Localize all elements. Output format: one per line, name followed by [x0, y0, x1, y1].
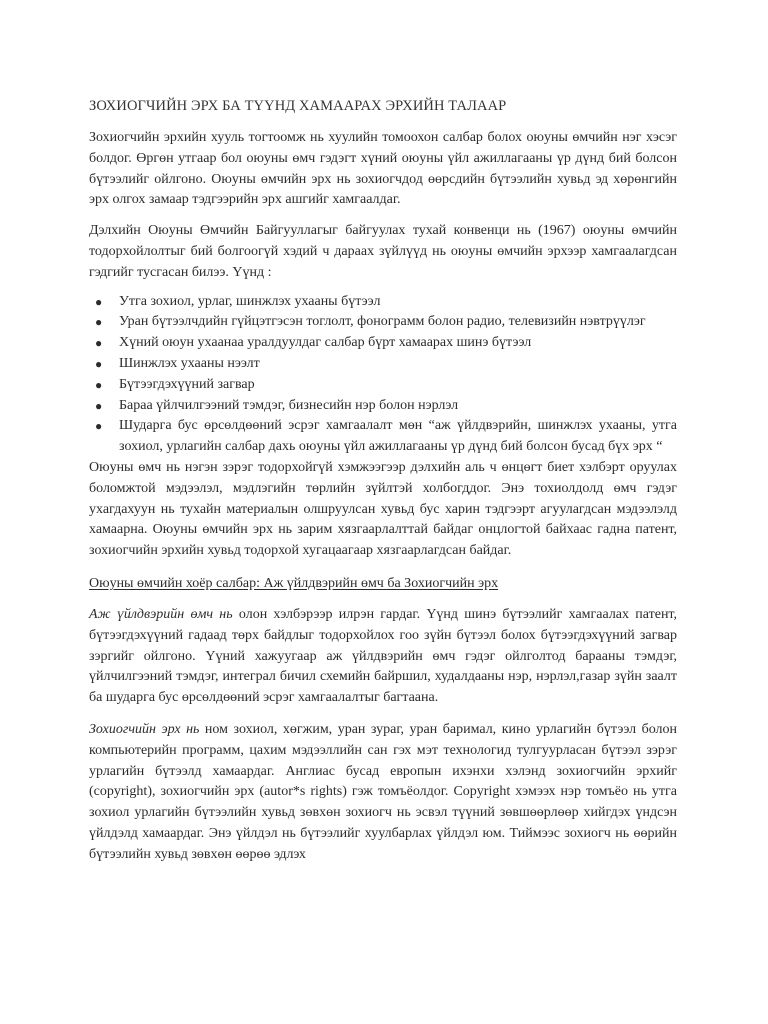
list-item: ● Бараа үйлчилгээний тэмдэг, бизнесийн нэр болон нэрлэл	[89, 396, 677, 417]
list-item: ● Бүтээгдэхүүний загвар	[89, 375, 677, 396]
bullet-icon: ●	[95, 294, 103, 309]
protected-items-list	[89, 292, 677, 458]
paragraph-convention: Дэлхийн Оюуны Өмчийн Байгууллагыг байгуулах тухай конвенци нь (1967) оюуны өмчийн тодорхойлолтыг бий болгоогүй хэдий ч дараах зүйлүүд нь оюуны өмчийн эрхээр хамгаалагдсан гэдгийг тусгасан билээ. Үүнд :	[89, 223, 677, 280]
list-item: ● Шинжлэх ухааны нээлт	[89, 354, 677, 375]
paragraph-intro: Зохиогчийн эрхийн хууль тогтоомж нь хуулийн томоохон салбар болох оюуны өмчийн нэг хэсэг болдог. Өргөн утгаар бол оюуны өмч гэдэгт хүний оюуны үйл ажиллагааны үр дүнд бий болсон бүтээлийг ойлгоно. Оюуны өмчийн эрх нь зохиогчдод өөрсдийн бүтээлийн хувьд эд хөрөнгийн эрх олгох замаар тэдгээрийн эрх ашгийг хамгаалдаг.	[89, 130, 677, 208]
document-title: ЗОХИОГЧИЙН ЭРХ БА ТҮҮНД ХАМААРАХ ЭРХИЙН ТАЛААР	[89, 98, 507, 114]
list-item: ● Шударга бус өрсөлдөөний эсрэг хамгаалалт мөн “аж үйлдвэрийн, шинжлэх ухааны, утга зохиол, урлагийн салбар дахь оюуны үйл ажиллагааны үр дүнд бий болсон бусад бүх эрх “	[95, 418, 677, 455]
bullet-icon: ●	[95, 315, 103, 330]
bullet-icon: ●	[95, 356, 103, 371]
paragraph-industrial-property: Аж үйлдвэрийн өмч нь олон хэлбэрээр илрэн гардаг. Үүнд шинэ бүтээлийг хамгаалах патент, бүтээгдэхүүний гадаад төрх байдлыг тодорхойлох гоо зүйн бүтээл болох бүтээгдэхүүний загвар зэргийг ойлгоно. Үүний хажуугаар аж үйлдвэрийн өмч гэдэг ойлголтод барааны тэмдэг, үйлчилгээний тэмдэг, интеграл бичил схемийн байршил, худалдааны нэр, нэрлэл,газар зүйн заалт ба шударга бус өрсөлдөөний эсрэг хамгаалалтыг багтаана.	[89, 606, 677, 706]
term-industrial-property: Аж үйлдвэрийн өмч нь	[89, 606, 233, 622]
list-item: ● Утга зохиол, урлаг, шинжлэх ухааны бүтээл	[89, 292, 677, 313]
bullet-icon: ●	[95, 398, 103, 413]
bullet-icon: ●	[95, 419, 103, 434]
paragraph-copyright: Зохиогчийн эрх нь ном зохиол, хөгжим, уран зураг, уран баримал, кино урлагийн бүтээл болон компьютерийн программ, цахим мэдээллийн сан гэх мэт технологид тулгуурласан бүтээл зэрэг урлагийн бүтээлд хамаардаг. Англиас бусад европын ихэнхи хэлэнд зохиогчийн эрхийг (copyright), зохиогчийн эрх (autor*s rights) гэж томъёолдог. Copyright хэмээх нэр томъёо нь утга зохиол урлагийн бүтээлийн хувьд зөвхөн зохиогч нь эсвэл түүний зөвшөөрлөөр хийгдэх үндсэн үйлдэлд хамаардаг. Энэ үйлдэл нь бүтээлийг хуулбарлах үйлдэл юм. Тиймээс зохиогч нь өөрийн бүтээлийн хувьд зөвхөн өөрөө эдлэх	[89, 721, 678, 862]
bullet-icon: ●	[95, 377, 103, 392]
term-copyright: Зохиогчийн эрх нь	[89, 721, 200, 737]
paragraph-information: Оюуны өмч нь нэгэн зэрэг тодорхойгүй хэмжээгээр дэлхийн аль ч өнцөгт биет хэлбэрт оруулах боломжтой мэдээлэл, мэдлэгийн төрлийн зүйлтэй холбогддог. Энэ тохиолдолд өмч гэдэг ухагдахуун нь тухайн материалын олшруулсан хувьд бус харин тэдгээрт агуулагдсан мэдээлэлд хамаарна. Оюуны өмчийн эрх нь зарим хязгаарлалттай байдаг онцлогтой байхаас гадна патент, зохиогчийн эрхийн хувьд тодорхой хугацаагаар хязгаарлагдсан байдаг.	[89, 459, 677, 559]
list-item: ● Уран бүтээлчдийн гүйцэтгэсэн тоглолт, фонограмм болон радио, телевизийн нэвтрүүлэг	[89, 312, 677, 333]
list-item: ● Хүний оюун ухаанаа уралдуулдаг салбар бүрт хамаарах шинэ бүтээл	[89, 333, 677, 354]
document-page	[89, 96, 677, 866]
bullet-icon: ●	[95, 336, 103, 351]
section-heading: Оюуны өмчийн хоёр салбар: Аж үйлдвэрийн өмч ба Зохиогчийн эрх	[89, 575, 499, 591]
